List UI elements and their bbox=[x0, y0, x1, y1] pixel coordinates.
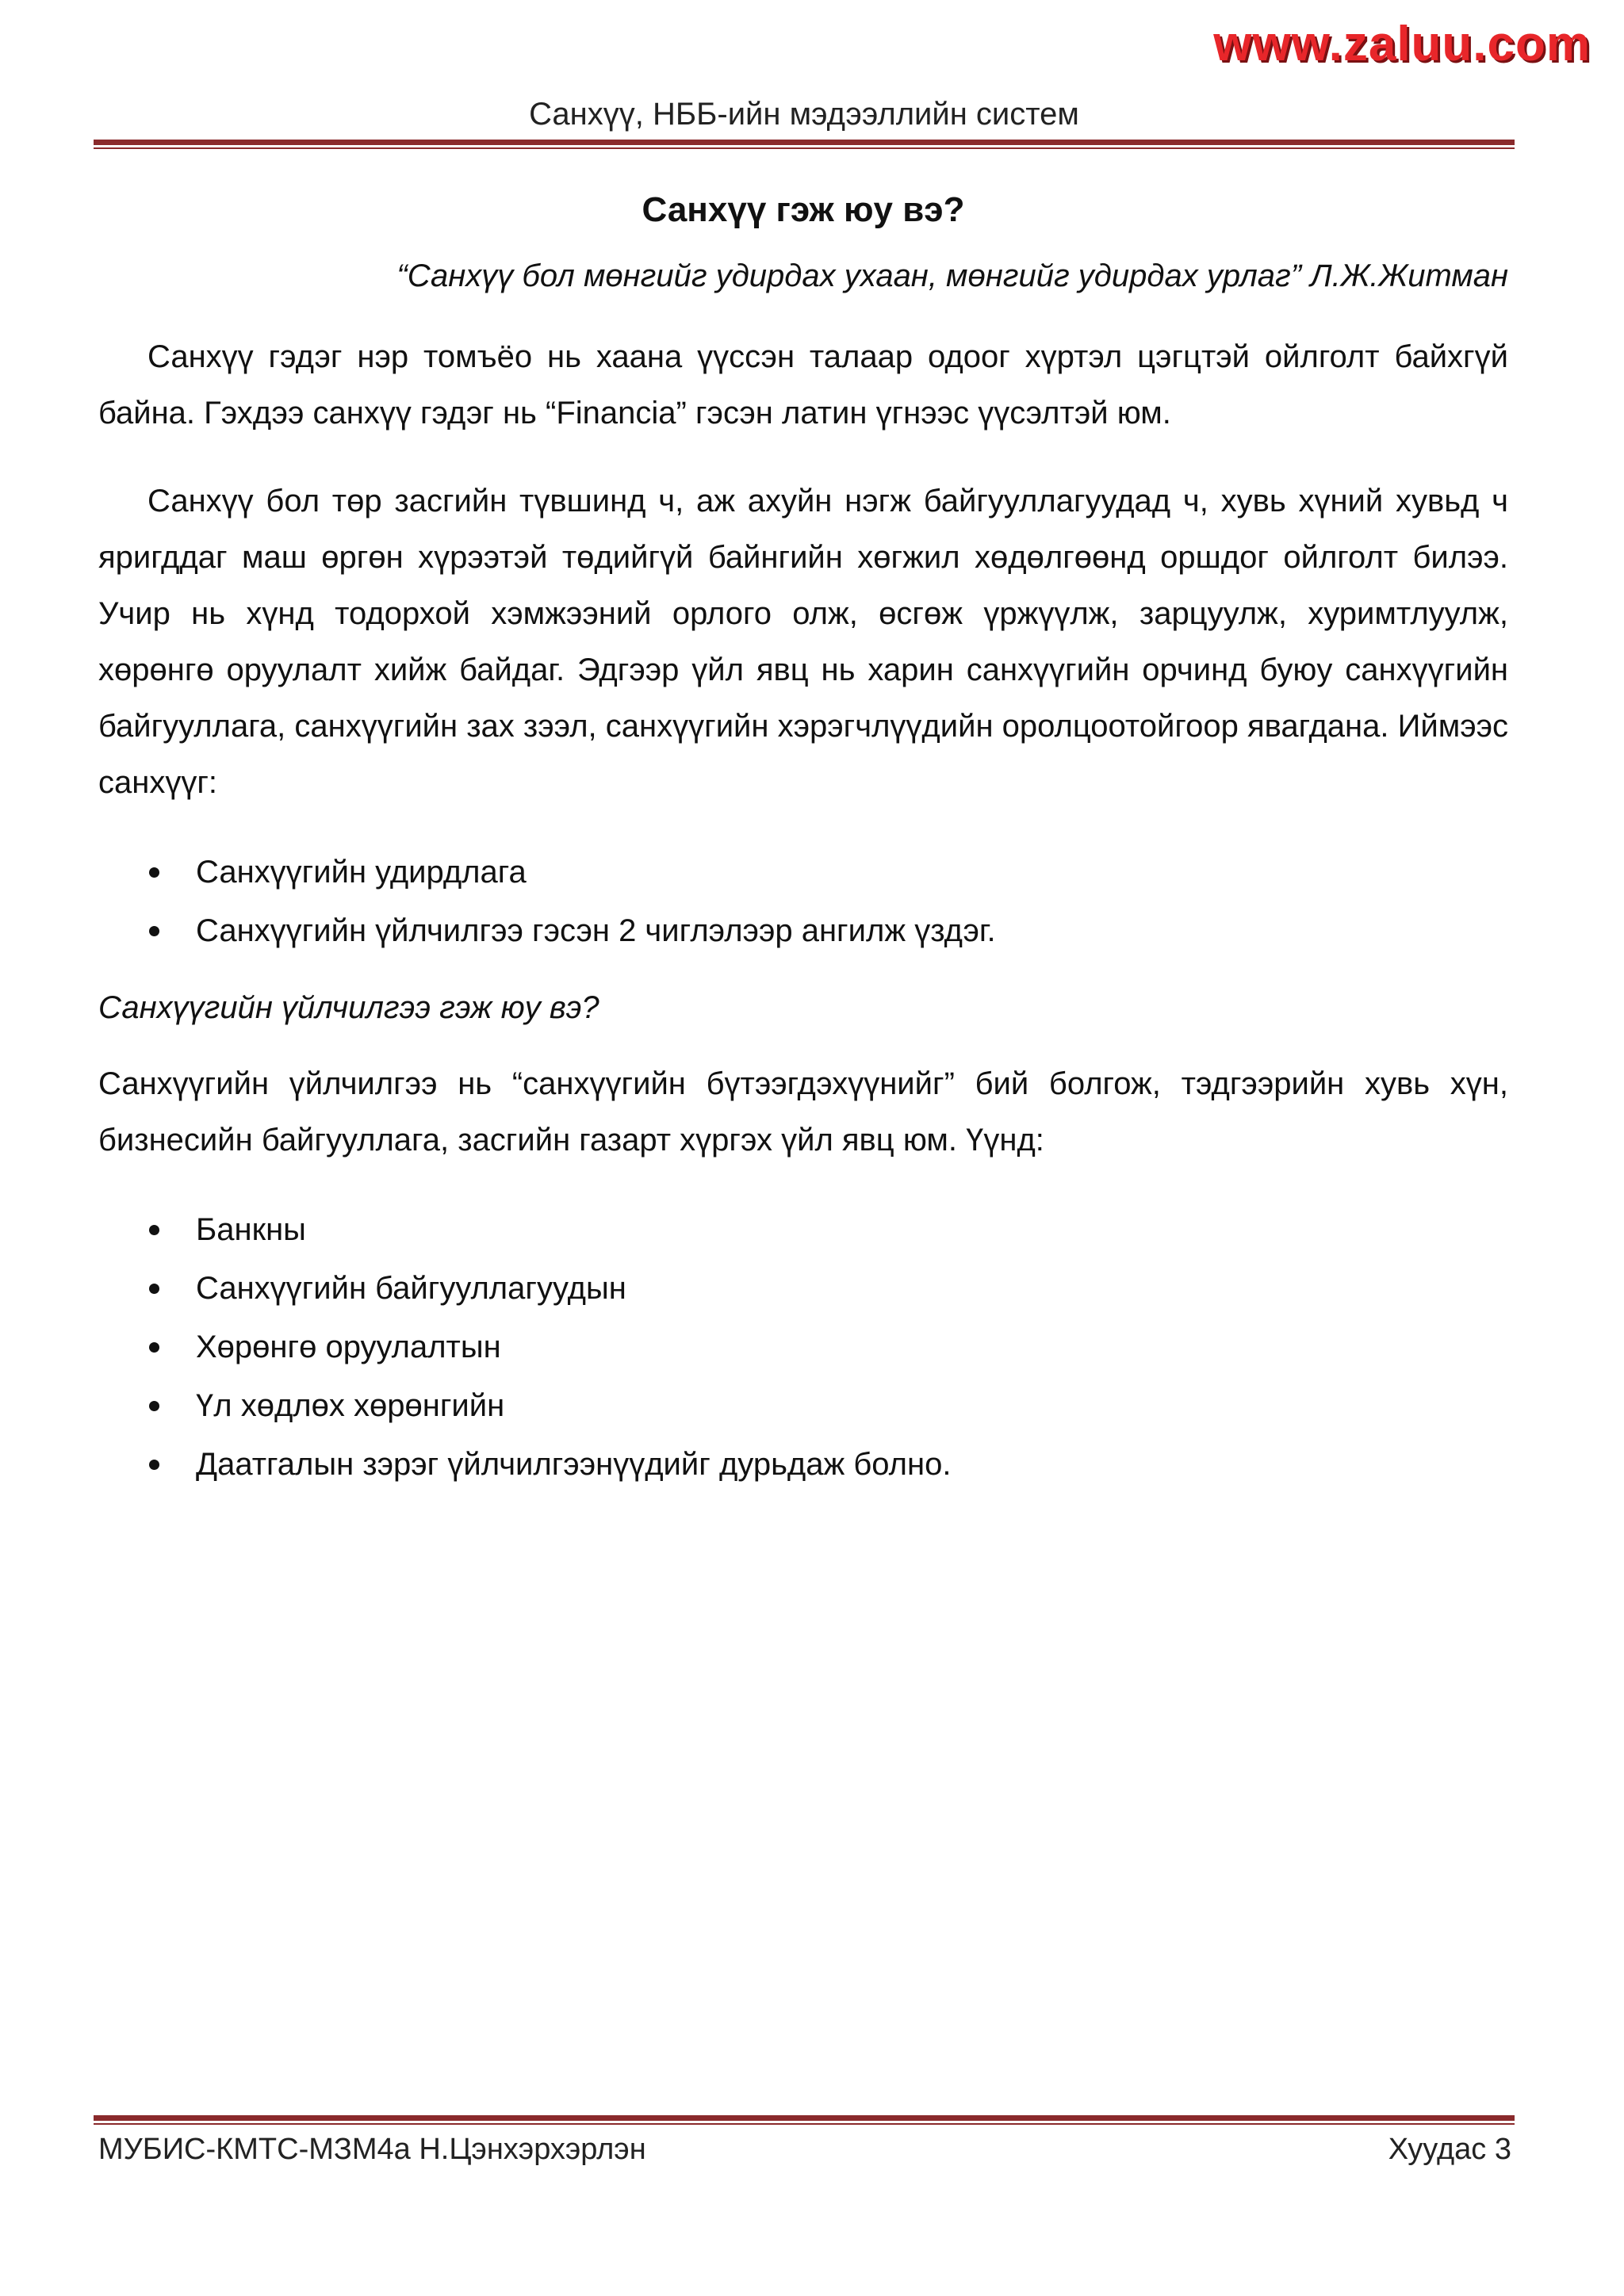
paragraph-3: Санхүүгийн үйлчилгээ нь “санхүүгийн бүтээгдэхүүнийг” бий болгож, тэдгээрийн хувь хүн, бизнесийн байгууллага, засгийн газарт хүргэх үйл явц юм. Үүнд: bbox=[98, 1066, 1508, 1158]
footer-page-number: Хуудас 3 bbox=[1388, 2133, 1511, 2166]
page-title: Санхүү гэж юу вэ? bbox=[642, 190, 965, 229]
epigraph-quote: “Санхүү бол мөнгийг удирдах ухаан, мөнгийг удирдах урлаг” Л.Ж.Житман bbox=[396, 258, 1508, 293]
list-financial-services bbox=[98, 1200, 1508, 1494]
bullet-icon bbox=[149, 1460, 159, 1470]
page-body bbox=[98, 181, 1508, 1494]
bullet-icon bbox=[149, 1342, 159, 1353]
running-header: Санхүү, НББ-ийн мэдээллийн систем bbox=[529, 97, 1079, 132]
list-item: Даатгалын зэрэг үйлчилгээнүүдийг дурьдаж болно. bbox=[98, 1435, 1508, 1494]
list-item: Санхүүгийн байгууллагуудын bbox=[98, 1259, 1508, 1318]
list-item: Банкны bbox=[98, 1200, 1508, 1259]
bullet-icon bbox=[149, 1284, 159, 1294]
paragraph-1: Санхүү гэдэг нэр томъёо нь хаана үүссэн талаар одоог хүртэл цэгцтэй ойлголт байхгүй байна. Гэхдээ санхүү гэдэг нь “Financia” гэсэн латин үгнээс үүсэлтэй юм. bbox=[98, 339, 1508, 430]
list-item: Үл хөдлөх хөрөнгийн bbox=[98, 1376, 1508, 1435]
bullet-icon bbox=[149, 926, 159, 936]
list-item: Хөрөнгө оруулалтын bbox=[98, 1318, 1508, 1376]
bullet-icon bbox=[149, 867, 159, 878]
section-subheading: Санхүүгийн үйлчилгээ гэж юу вэ? bbox=[98, 990, 599, 1025]
list-item: Санхүүгийн удирдлага bbox=[98, 843, 1508, 901]
list-finance-areas bbox=[98, 843, 1508, 960]
bullet-icon bbox=[149, 1401, 159, 1411]
watermark-logo: www.zaluu.com bbox=[1213, 17, 1591, 71]
footer-rule bbox=[94, 2115, 1515, 2125]
footer-author: МУБИС-КМТС-МЗМ4а Н.Цэнхэрхэрлэн bbox=[98, 2133, 646, 2166]
list-item: Санхүүгийн үйлчилгээ гэсэн 2 чиглэлээр ангилж үздэг. bbox=[98, 901, 1508, 960]
bullet-icon bbox=[149, 1225, 159, 1235]
header-rule bbox=[94, 140, 1515, 149]
paragraph-2: Санхүү бол төр засгийн түвшинд ч, аж ахуйн нэгж байгууллагуудад ч, хувь хүний хувьд ч яригддаг маш өргөн хүрээтэй төдийгүй байнгийн хөгжил хөдөлгөөнд оршдог ойлголт билээ. Учир нь хүнд тодорхой хэмжээний орлого олж, өсгөж үржүүлж, зарцуулж, хуримтлуулж, хөрөнгө оруулалт хийж байдаг. Эдгээр үйл явц нь харин санхүүгийн орчинд буюу санхүүгийн байгууллага, санхүүгийн зах зээл, санхүүгийн хэрэгчлүүдийн оролцоотойгоор явагдана. Иймээс санхүүг: bbox=[98, 484, 1509, 800]
